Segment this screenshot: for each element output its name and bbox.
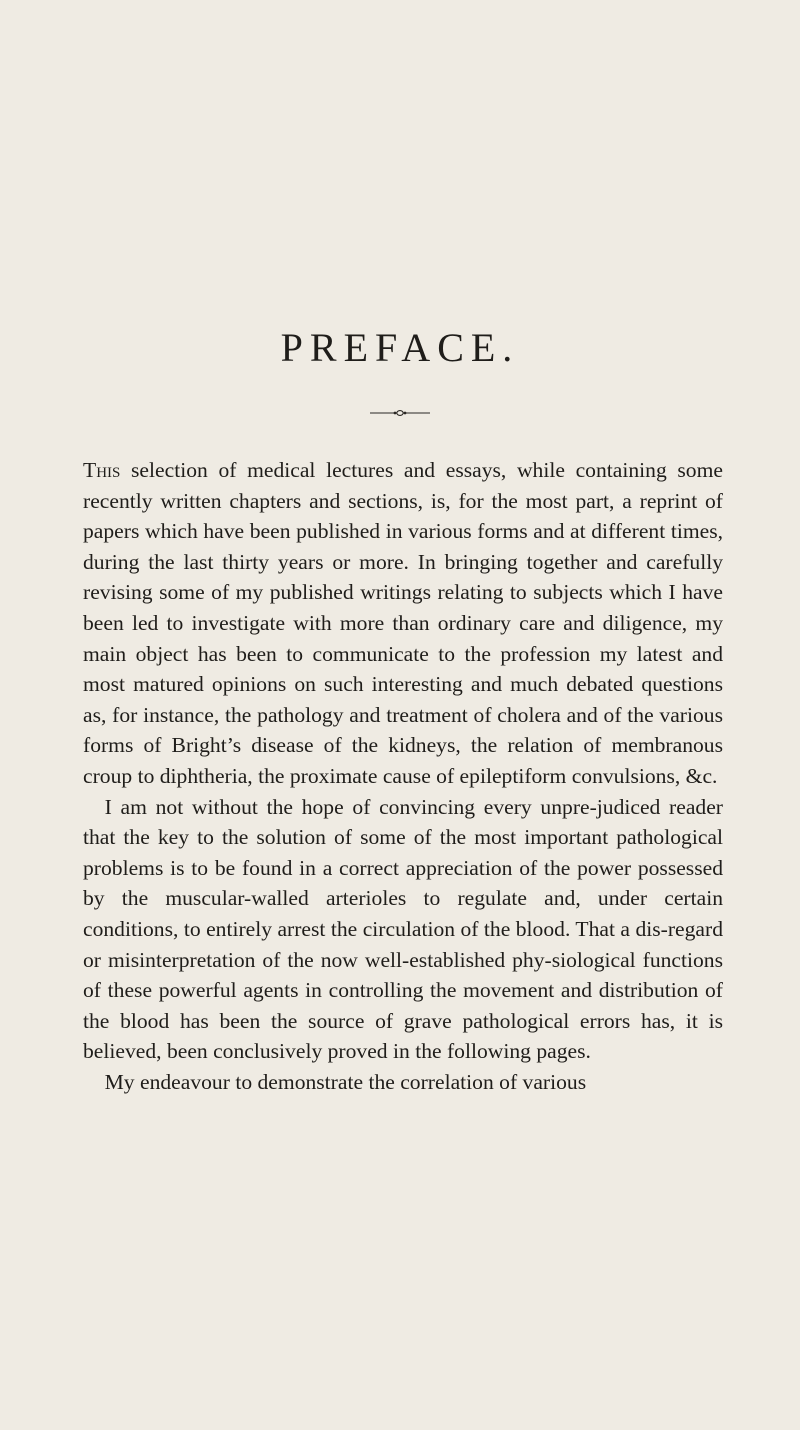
paragraph-indent — [83, 795, 105, 819]
paragraph-3 — [83, 1067, 723, 1098]
paragraph-text: My endeavour to demonstrate the correlation of various — [104, 1069, 587, 1094]
paragraph-1 — [83, 455, 723, 792]
paragraph-text: selection of medical lectures and essays, while containing some recently written chapters and sections, is, for the most part, a reprint of papers which have been published in various forms and at different times, during the last thirty years or more. In bringing together and carefully revising some of my published writings relating to subjects which I have been led to investigate with more than ordinary care and diligence, my main object has been to communicate to the profession my latest and most matured opinions on such interesting and much debated questions as, for instance, the pathology and treatment of cholera and of the various forms of Bright’s disease of the kidneys, the relation of membranous croup to diphtheria, the proximate cause of epileptiform convulsions, &c. — [83, 458, 723, 788]
lead-word: This — [83, 458, 121, 482]
page-title: PREFACE. — [280, 325, 520, 370]
preface-body — [83, 455, 723, 1097]
divider-ornament — [370, 408, 430, 418]
paragraph-2 — [83, 792, 723, 1067]
paragraph-indent — [83, 1070, 105, 1094]
paragraph-text: I am not without the hope of convincing every unpre-judiced reader that the key to the solution of some of the most important pathological problems is to be found in a correct appreciation of the power possessed by the muscular-walled arterioles to regulate and, under certain conditions, to entirely arrest the circulation of the blood. That a dis-regard or misinterpretation of the now well-established phy-siological functions of these powerful agents in controlling the movement and distribution of the blood has been the source of grave pathological errors has, it is believed, been conclusively proved in the following pages. — [83, 794, 723, 1064]
